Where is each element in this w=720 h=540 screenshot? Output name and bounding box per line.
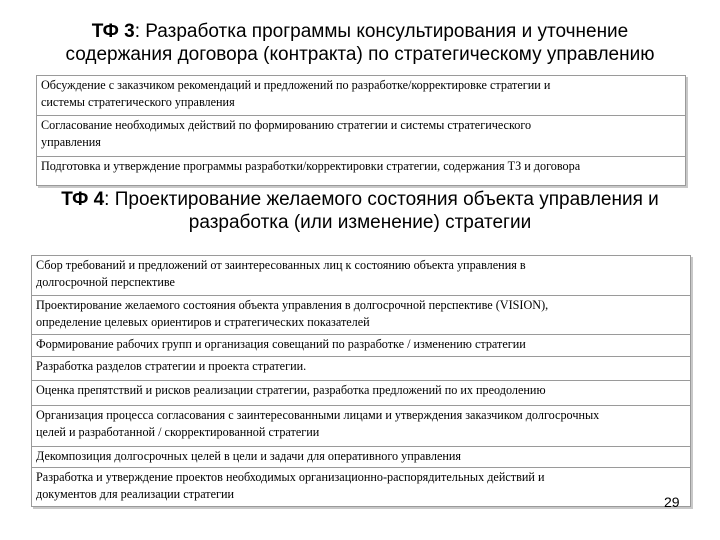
table-row [32, 296, 690, 335]
section-2-heading [0, 188, 720, 234]
section-2-title-line-1: : Проектирование желаемого состояния объекта управления и [104, 189, 659, 210]
table-row [32, 256, 690, 296]
table-row [32, 468, 690, 506]
row-text-line-2: управления [41, 135, 101, 149]
section-2-table [31, 255, 691, 507]
section-1-table [36, 75, 686, 186]
table-row [32, 406, 690, 447]
table-row [32, 381, 690, 406]
table-row [32, 447, 690, 468]
section-2-title-line-2: разработка (или изменение) стратегии [188, 212, 532, 233]
table-row [37, 157, 685, 185]
section-1-title-line-1: : Разработка программы консультирования и уточнение [134, 21, 629, 42]
row-text-line-1: Формирование рабочих групп и организация совещаний по разработке / изменению стратегии [36, 337, 526, 351]
row-text-line-2: документов для реализации стратегии [36, 487, 235, 501]
row-text-line-2: целей и разработанной / скорректированной стратегии [36, 425, 320, 439]
row-text-line-1: Проектирование желаемого состояния объекта управления в долгосрочной перспективе (VISION), [36, 298, 549, 312]
row-text-line-1: Обсуждение с заказчиком рекомендаций и предложений по разработке/корректировке стратегии и [41, 78, 551, 92]
row-text-line-2: долгосрочной перспективе [36, 275, 175, 289]
row-text-line-1: Декомпозиция долгосрочных целей в цели и задачи для оперативного управления [36, 449, 462, 463]
row-text-line-1: Сбор требований и предложений от заинтересованных лиц к состоянию объекта управления в [36, 258, 526, 272]
row-text-line-1: Разработка разделов стратегии и проекта стратегии. [36, 359, 307, 373]
section-1-heading-line-1 [0, 20, 720, 43]
section-1-title-line-2: содержания договора (контракта) по стратегическому управлению [65, 44, 655, 65]
row-text-line-1: Организация процесса согласования с заинтересованными лицами и утверждения заказчиком долгосрочных [36, 408, 600, 422]
row-text-line-2: системы стратегического управления [41, 95, 235, 109]
row-text-line-1: Подготовка и утверждение программы разработки/корректировки стратегии, содержания ТЗ и договора [41, 159, 581, 173]
section-2-label: ТФ 4 [61, 189, 105, 210]
page-number: 29 [664, 494, 680, 510]
table-row [32, 357, 690, 381]
table-row [32, 335, 690, 357]
table-row [37, 76, 685, 116]
row-text-line-1: Согласование необходимых действий по формированию стратегии и системы стратегического [41, 118, 532, 132]
section-1-heading [0, 20, 720, 66]
section-2-heading-line-1 [0, 188, 720, 211]
row-text-line-1: Разработка и утверждение проектов необходимых организационно-распорядительных действий и [36, 470, 545, 484]
table-row [37, 116, 685, 157]
row-text-line-2: определение целевых ориентиров и стратегических показателей [36, 315, 370, 329]
section-1-label: ТФ 3 [91, 21, 135, 42]
row-text-line-1: Оценка препятствий и рисков реализации стратегии, разработка предложений по их преодолению [36, 383, 546, 397]
